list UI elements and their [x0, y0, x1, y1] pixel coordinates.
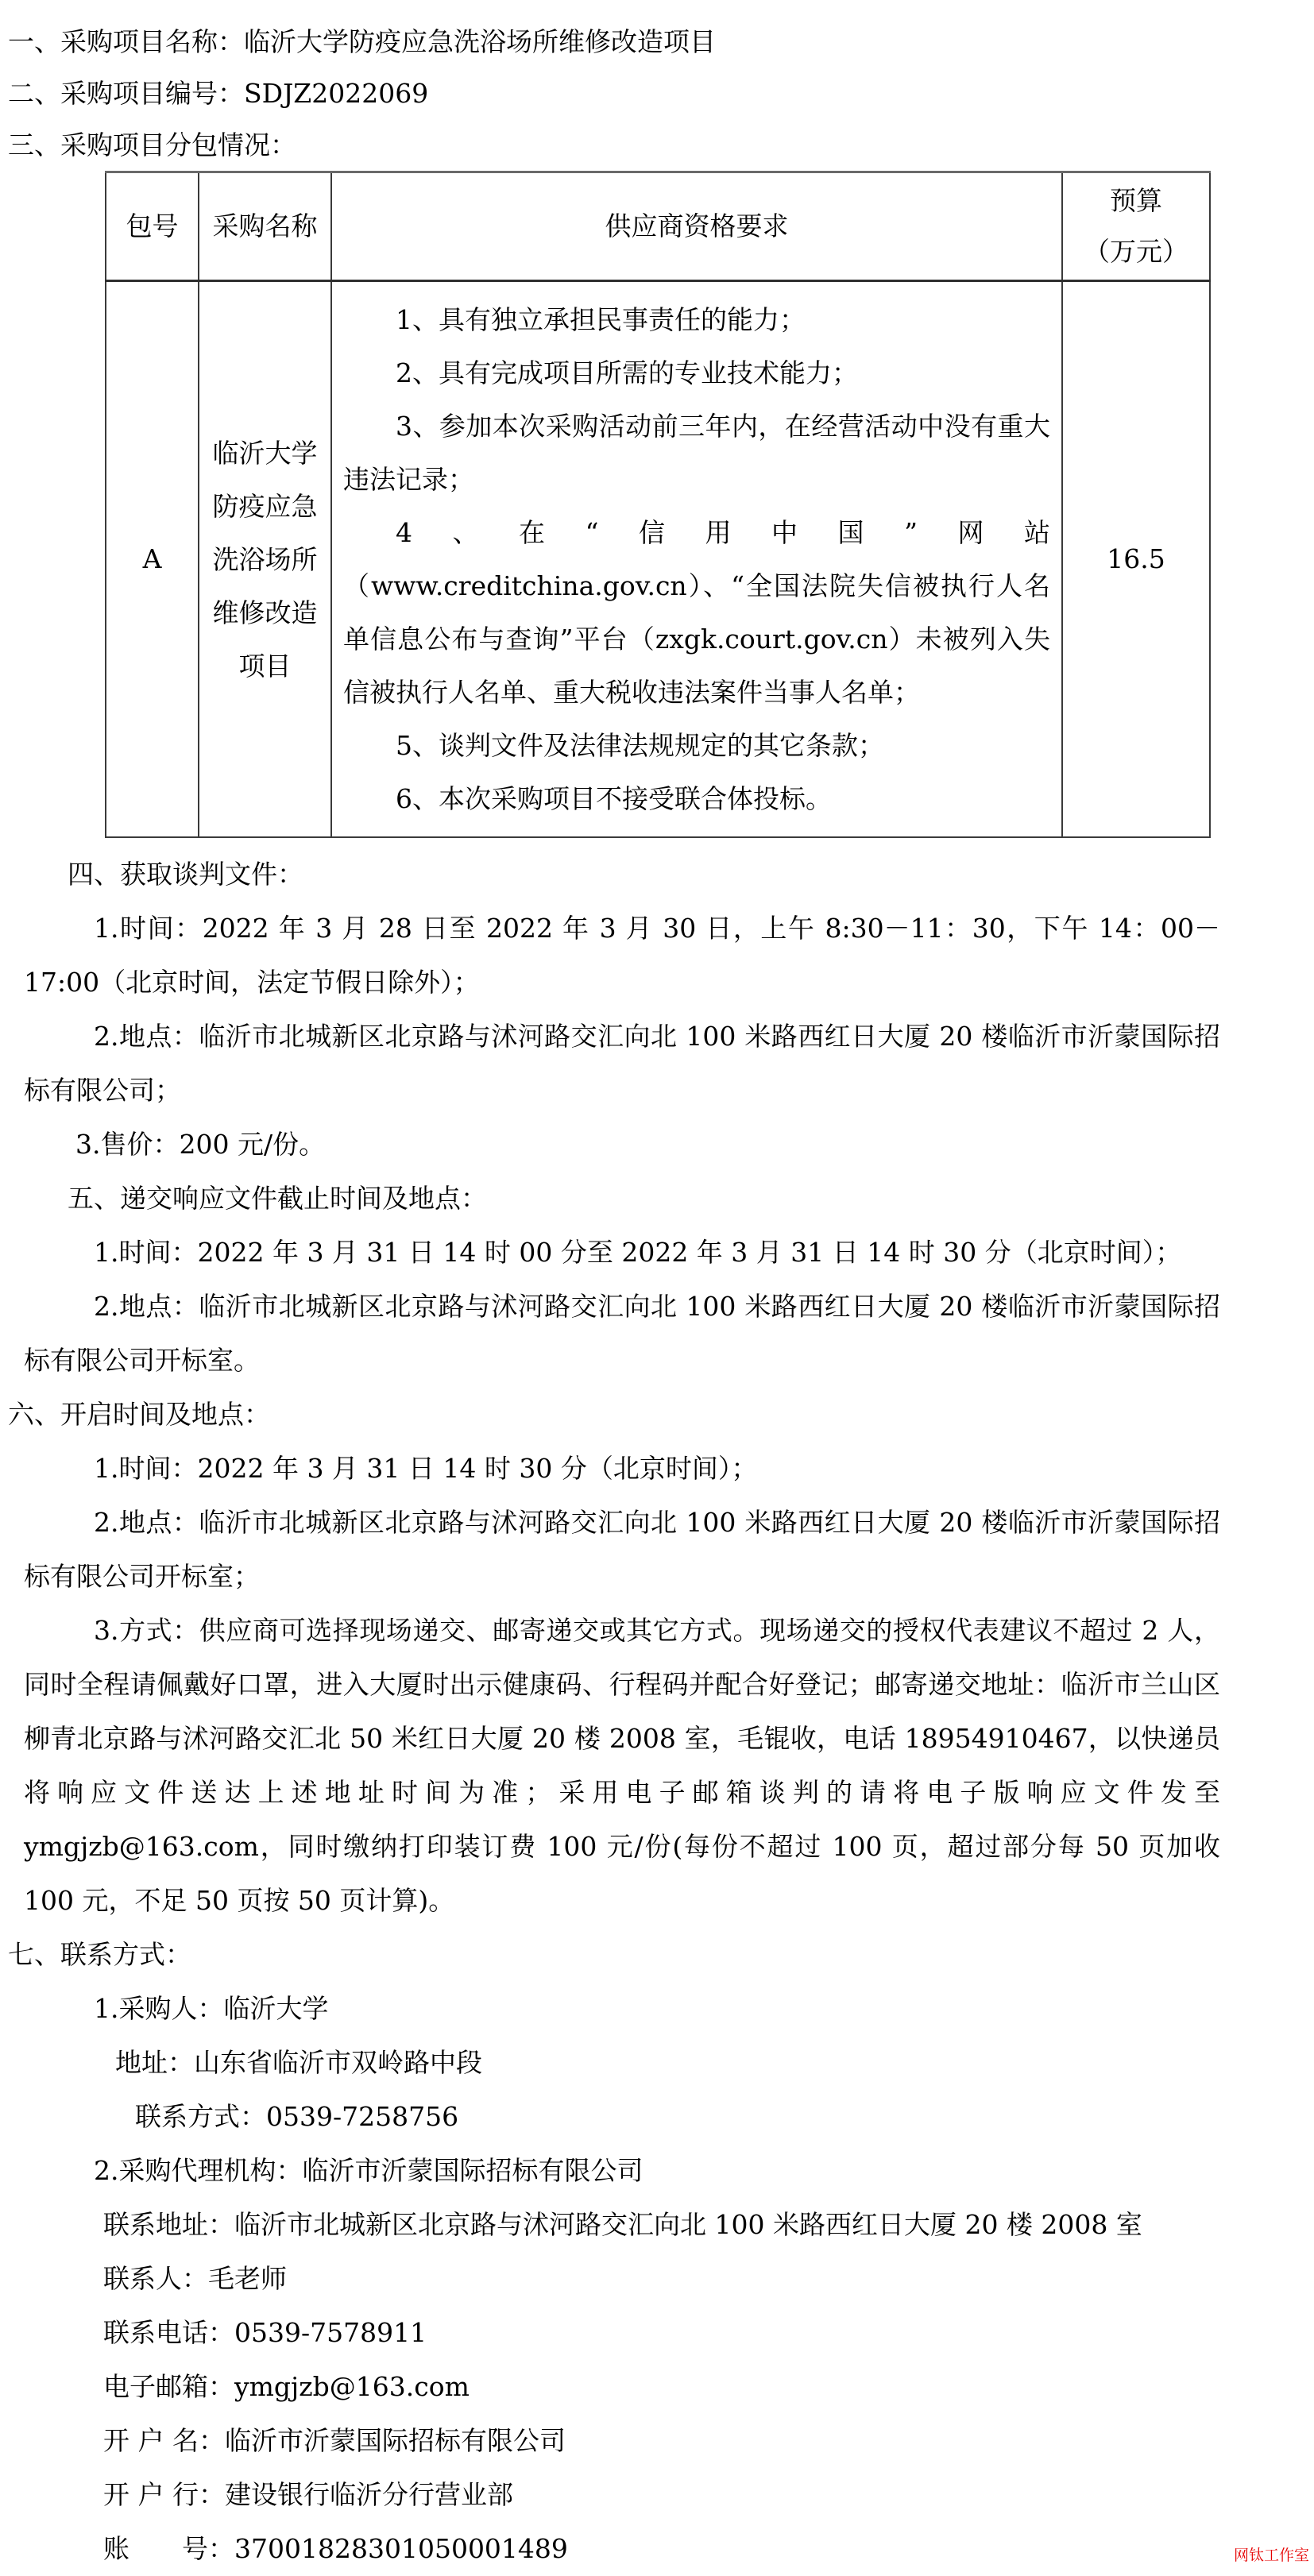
cell-supplier-qualifications — [331, 281, 1062, 838]
header-budget-line1: 预算 — [1110, 185, 1162, 216]
section7-title: 七、联系方式： — [8, 1939, 191, 1970]
agency-phone: 联系电话：0539-7578911 — [103, 2317, 427, 2348]
header-procurement-name-label: 采购名称 — [212, 210, 318, 241]
package-table — [105, 171, 1211, 838]
agency-address: 联系地址：临沂市北城新区北京路与沭河路交汇向北 100 米路西红日大厦 20 楼 2008 室 — [103, 2209, 1142, 2240]
section4-title: 四、获取谈判文件： — [68, 859, 303, 890]
table-row — [106, 281, 1210, 838]
section5-item-time: 1.时间：2022 年 3 月 31 日 14 时 00 分至 2022 年 3 月 31 日 14 时 30 分（北京时间）； — [94, 1237, 1182, 1268]
watermark: 网钛工作室 — [1233, 2547, 1309, 2564]
account-number: 账 号：37001828301050001489 — [103, 2533, 568, 2564]
project-number-line: 二、采购项目编号：SDJZ2022069 — [8, 78, 429, 109]
header-budget — [1062, 172, 1210, 281]
procurement-name-line: 防疫应急 — [212, 490, 318, 522]
qualification-item: 5、谈判文件及法律法规规定的其它条款； — [396, 730, 884, 761]
qualification-item: 4、在“信用中国”网站（www.creditchina.gov.cn）、“全国法院失信被执行人名单信息公布与查询”平台（zxgk.court.gov.cn）未被列入失信被执行人名单、重大税收违法案件当事人名单； — [343, 517, 1050, 708]
header-supplier-qualifications — [331, 172, 1062, 281]
section5-item-location: 2.地点：临沂市北城新区北京路与沭河路交汇向北 100 米路西红日大厦 20 楼临沂市沂蒙国际招标有限公司开标室。 — [24, 1291, 1220, 1376]
procurement-name-line: 项目 — [238, 650, 292, 682]
cell-procurement-name — [199, 281, 331, 838]
purchaser-contact: 联系方式：0539-7258756 — [135, 2101, 459, 2132]
qualification-item: 3、参加本次采购活动前三年内，在经营活动中没有重大违法记录； — [343, 411, 1050, 495]
header-package-no-label: 包号 — [126, 210, 179, 241]
procurement-name-line: 洗浴场所 — [212, 543, 318, 575]
procurement-name-line: 维修改造 — [212, 597, 318, 628]
section6-item-time: 1.时间：2022 年 3 月 31 日 14 时 30 分（北京时间）； — [94, 1453, 758, 1484]
header-supplier-qualifications-label: 供应商资格要求 — [605, 210, 789, 241]
section6-item-location: 2.地点：临沂市北城新区北京路与沭河路交汇向北 100 米路西红日大厦 20 楼临沂市沂蒙国际招标有限公司开标室； — [24, 1507, 1220, 1592]
procurement-name-line: 临沂大学 — [212, 437, 318, 469]
table-header-row — [106, 172, 1210, 281]
purchaser-address: 地址：山东省临沂市双岭路中段 — [115, 2047, 482, 2078]
project-name-line: 一、采购项目名称：临沂大学防疫应急洗浴场所维修改造项目 — [8, 26, 716, 57]
qualification-item: 1、具有独立承担民事责任的能力； — [396, 304, 806, 335]
section5-title: 五、递交响应文件截止时间及地点： — [68, 1183, 487, 1214]
agency-email: 电子邮箱：ymgjzb@163.com — [103, 2371, 470, 2402]
section4-item-location: 2.地点：临沂市北城新区北京路与沭河路交汇向北 100 米路西红日大厦 20 楼临沂市沂蒙国际招标有限公司； — [24, 1021, 1220, 1106]
purchaser-line: 1.采购人：临沂大学 — [94, 1993, 329, 2024]
account-bank: 开 户 行：建设银行临沂分行营业部 — [103, 2479, 513, 2510]
header-package-no — [106, 172, 199, 281]
section6-item-method: 3.方式：供应商可选择现场递交、邮寄递交或其它方式。现场递交的授权代表建议不超过 2 人，同时全程请佩戴好口罩，进入大厦时出示健康码、行程码并配合好登记；邮寄递交地址：临沂市兰山区柳青北京路与沭河路交汇北 50 米红日大厦 20 楼 2008 室，毛锟收，电话 18954910467，以快递员将响应文件送达上述地址时间为准；采用电子邮箱谈判的请将电子版响应文件发至 ymgjzb@163.com，同时缴纳打印装订费 100 元/份(每份不超过 100 页，超过部分每 50 页加收 100 元，不足 50 页按 50 页计算)。 — [24, 1615, 1220, 1916]
qualification-item: 6、本次采购项目不接受联合体投标。 — [396, 783, 832, 814]
package-info-line: 三、采购项目分包情况： — [8, 129, 296, 160]
cell-budget: 16.5 — [1062, 281, 1210, 838]
section6-title: 六、开启时间及地点： — [8, 1399, 270, 1430]
agency-line: 2.采购代理机构：临沂市沂蒙国际招标有限公司 — [94, 2155, 643, 2186]
header-procurement-name — [199, 172, 331, 281]
qualification-item: 2、具有完成项目所需的专业技术能力； — [396, 357, 858, 388]
section4-item-time: 1.时间：2022 年 3 月 28 日至 2022 年 3 月 30 日，上午 8:30－11：30，下午 14：00－17:00（北京时间，法定节假日除外）； — [24, 913, 1220, 998]
section4-item-price: 3.售价：200 元/份。 — [75, 1129, 326, 1160]
cell-package-no: A — [106, 281, 199, 838]
header-budget-line2: （万元） — [1084, 236, 1188, 267]
account-name: 开 户 名：临沂市沂蒙国际招标有限公司 — [103, 2425, 566, 2456]
agency-contact-person: 联系人：毛老师 — [103, 2263, 287, 2294]
